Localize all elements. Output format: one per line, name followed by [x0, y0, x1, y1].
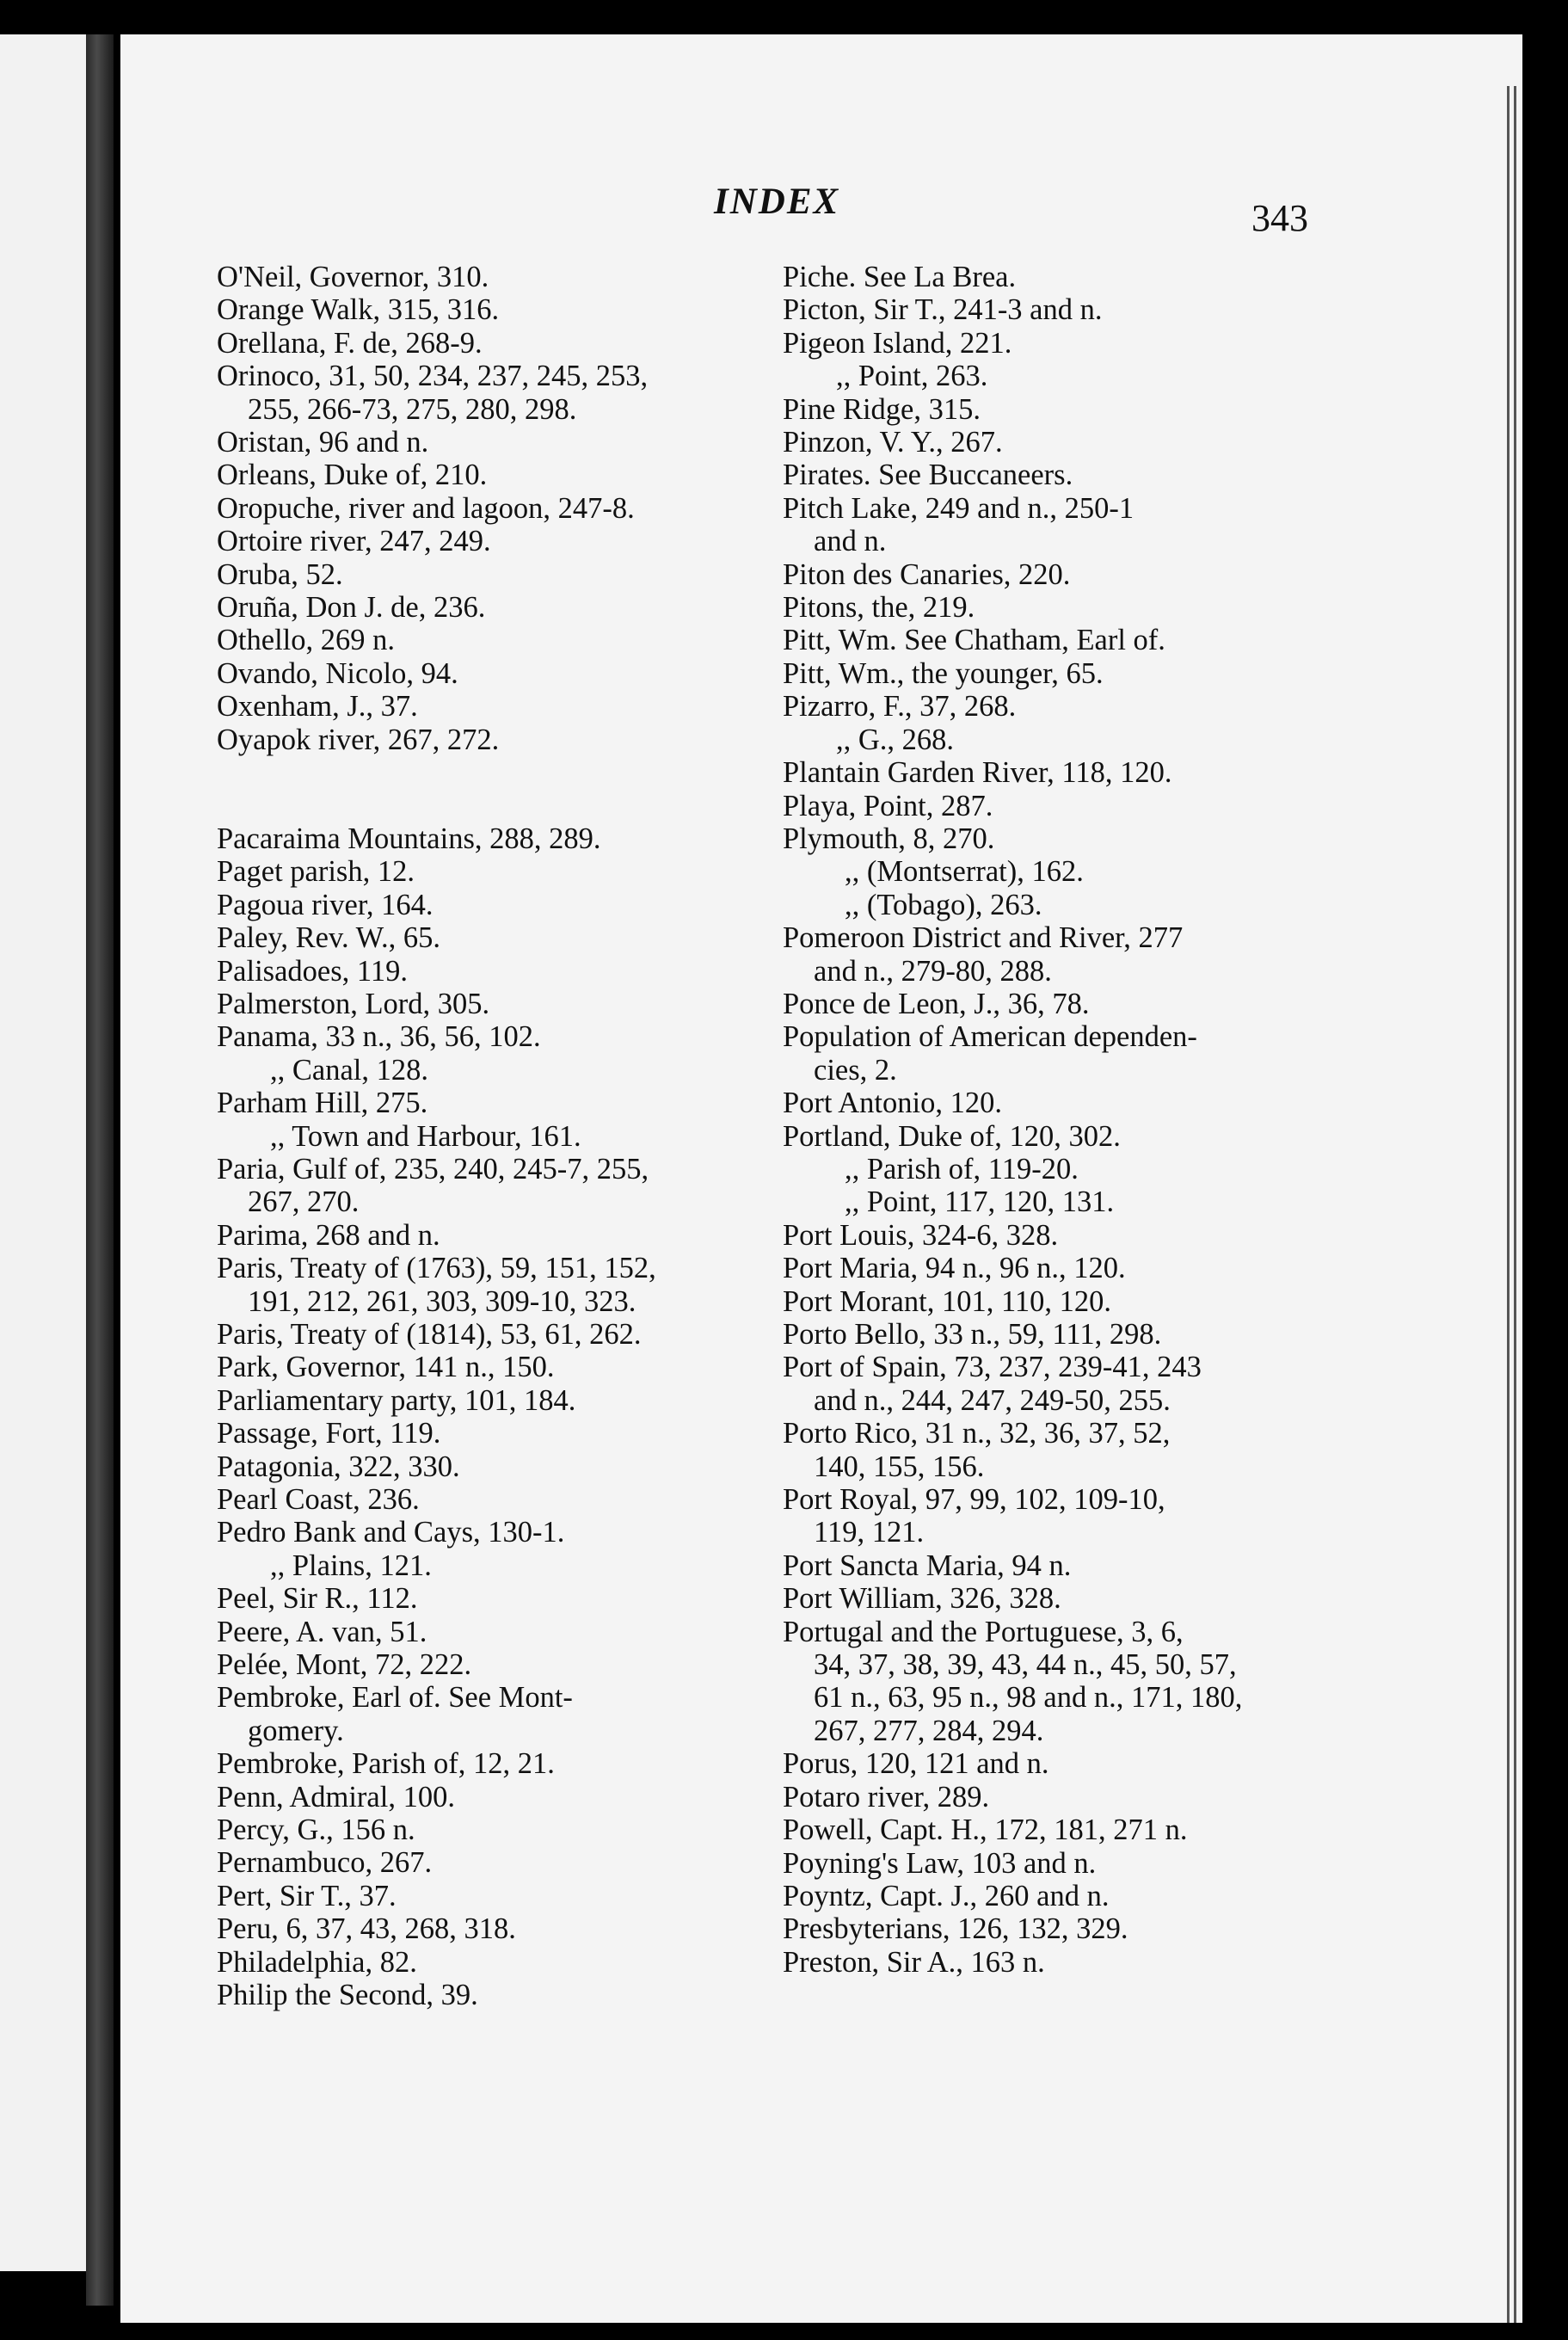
index-entry-text: Pert, Sir T., 37.: [217, 1879, 397, 1912]
index-entry: [783, 988, 1316, 1020]
index-entry: [783, 1946, 1316, 1979]
running-head: INDEX: [714, 182, 840, 222]
index-entry: [217, 1979, 750, 2011]
index-entry-text: Paget parish, 12.: [217, 855, 415, 889]
index-entry-text: ,, Parish of, 119-20.: [845, 1152, 1079, 1185]
index-entry-continuation: 191, 212, 261, 303, 309-10, 323.: [248, 1284, 636, 1318]
index-entry-text: Port Louis, 324-6, 328.: [783, 1218, 1059, 1252]
index-entry-continuation: cies, 2.: [814, 1053, 897, 1087]
index-entry: [217, 1912, 750, 1945]
index-entry-text: Parham Hill, 275.: [217, 1087, 428, 1120]
index-entry-text: Oruba, 52.: [217, 557, 343, 591]
index-entry: [217, 1681, 750, 1747]
index-entry-text: Orellana, F. de, 268-9.: [217, 326, 483, 360]
index-entry: [217, 1153, 750, 1219]
index-entry-continuation: and n.: [814, 525, 887, 558]
index-entry-text: Orange Walk, 315, 316.: [217, 293, 500, 327]
index-entry: [783, 327, 1316, 360]
index-entry: [783, 1483, 1316, 1549]
index-entry: [217, 558, 750, 591]
index-entry-text: Percy, G., 156 n.: [217, 1814, 415, 1847]
index-entry: [217, 1384, 750, 1417]
index-entry: [783, 1285, 1316, 1318]
index-entry: [217, 724, 750, 756]
index-column-left: [217, 261, 750, 2012]
index-entry-text: Population of American dependen-: [783, 1020, 1197, 1054]
index-entry: [217, 426, 750, 459]
index-entry-text: Plantain Garden River, 118, 120.: [783, 756, 1172, 790]
index-entry-text: Pine Ridge, 315.: [783, 392, 981, 426]
index-entry-text: Piton des Canaries, 220.: [783, 557, 1071, 591]
index-entry-text: Port Maria, 94 n., 96 n., 120.: [783, 1252, 1126, 1285]
index-entry-text: Peru, 6, 37, 43, 268, 318.: [217, 1912, 516, 1946]
index-entry-text: Othello, 269 n.: [217, 624, 395, 657]
page-header: [0, 172, 1568, 241]
page-edge-line: [1514, 86, 1516, 2323]
index-entry: [783, 724, 1316, 756]
index-entry: [217, 1946, 750, 1979]
index-entry: [783, 889, 1316, 921]
index-entry-text: ,, Canal, 128.: [270, 1053, 428, 1087]
index-entry-text: Potaro river, 289.: [783, 1780, 990, 1814]
index-entry: [783, 1318, 1316, 1351]
index-entry: [783, 1087, 1316, 1119]
index-entry-text: Pelée, Mont, 72, 222.: [217, 1648, 472, 1682]
index-entry-text: Palmerston, Lord, 305.: [217, 987, 490, 1020]
index-entry: [783, 1747, 1316, 1780]
index-entry: [217, 1483, 750, 1516]
index-entry-text: Port Morant, 101, 110, 120.: [783, 1284, 1112, 1318]
index-entry-continuation: 255, 266-73, 275, 280, 298.: [248, 392, 577, 426]
index-entry: [217, 1252, 750, 1318]
index-entry: [217, 1450, 750, 1483]
book-gutter: [86, 34, 114, 2306]
index-entry-text: Oristan, 96 and n.: [217, 426, 429, 459]
index-entry: [783, 624, 1316, 656]
index-entry: [783, 261, 1316, 293]
index-entry-text: Presbyterians, 126, 132, 329.: [783, 1912, 1128, 1946]
index-entry-text: Pirates. See Buccaneers.: [783, 459, 1073, 492]
index-entry-continuation: 267, 270.: [248, 1185, 360, 1219]
index-entry: [783, 822, 1316, 855]
index-entry-text: Plymouth, 8, 270.: [783, 822, 995, 855]
index-entry-text: Paria, Gulf of, 235, 240, 245-7, 255,: [217, 1152, 649, 1185]
index-entry-text: Pizarro, F., 37, 268.: [783, 690, 1017, 724]
index-entry: [783, 1880, 1316, 1912]
index-entry: [217, 889, 750, 921]
index-entry-text: Ovando, Nicolo, 94.: [217, 656, 458, 690]
index-entry-text: Playa, Point, 287.: [783, 789, 993, 822]
index-entry: [217, 293, 750, 326]
index-entry-text: Ponce de Leon, J., 36, 78.: [783, 987, 1090, 1020]
index-entry: [217, 261, 750, 293]
page-number: 343: [1251, 197, 1308, 239]
index-entry-continuation: 34, 37, 38, 39, 43, 44 n., 45, 50, 57,: [814, 1648, 1237, 1682]
index-entry: [783, 1417, 1316, 1483]
index-entry: [217, 1020, 750, 1053]
index-entry: [783, 790, 1316, 822]
index-entry-text: Porus, 120, 121 and n.: [783, 1747, 1049, 1781]
index-entry-continuation: 267, 277, 284, 294.: [814, 1714, 1044, 1747]
index-entry-text: Penn, Admiral, 100.: [217, 1780, 455, 1814]
index-entry: [783, 1219, 1316, 1252]
index-entry: [217, 690, 750, 723]
index-entry-continuation: and n., 244, 247, 249-50, 255.: [814, 1383, 1171, 1417]
index-entry-text: Oruña, Don J. de, 236.: [217, 591, 486, 625]
index-entry: [783, 756, 1316, 789]
index-entry: [783, 360, 1316, 392]
index-entry: [783, 690, 1316, 723]
index-entry: [217, 1616, 750, 1648]
index-entry-text: Pembroke, Earl of. See Mont-: [217, 1681, 573, 1715]
index-entry-text: ,, (Tobago), 263.: [845, 888, 1042, 921]
index-entry: [783, 657, 1316, 690]
index-entry-text: Picton, Sir T., 241-3 and n.: [783, 293, 1103, 327]
index-entry: [783, 1185, 1316, 1218]
index-entry-text: Port Sancta Maria, 94 n.: [783, 1549, 1072, 1582]
index-entry-text: Oyapok river, 267, 272.: [217, 723, 500, 756]
index-entry: [783, 1814, 1316, 1846]
index-entry: [783, 855, 1316, 888]
index-entry-continuation: 140, 155, 156.: [814, 1450, 985, 1483]
index-entry: [217, 657, 750, 690]
index-entry-continuation: 119, 121.: [814, 1516, 925, 1549]
index-entry-text: Port Antonio, 120.: [783, 1087, 1002, 1120]
index-entry-text: Pitt, Wm., the younger, 65.: [783, 656, 1104, 690]
index-column-right: [783, 261, 1316, 1979]
index-entry: [217, 1054, 750, 1087]
index-entry-text: Preston, Sir A., 163 n.: [783, 1945, 1045, 1979]
index-entry-text: Passage, Fort, 119.: [217, 1417, 441, 1450]
index-entry: [783, 1616, 1316, 1748]
index-entry: [217, 1814, 750, 1846]
index-entry-text: Port William, 326, 328.: [783, 1582, 1061, 1616]
index-entry: [783, 921, 1316, 988]
index-entry-text: Orleans, Duke of, 210.: [217, 459, 488, 492]
index-entry: [217, 327, 750, 360]
index-entry-text: Poyntz, Capt. J., 260 and n.: [783, 1879, 1110, 1912]
index-entry: [217, 1087, 750, 1119]
index-entry: [217, 1846, 750, 1879]
index-entry-text: Oxenham, J., 37.: [217, 690, 418, 724]
index-entry: [783, 393, 1316, 426]
index-entry: [783, 492, 1316, 558]
page-edge-line: [1507, 86, 1510, 2323]
index-entry: [217, 492, 750, 525]
index-entry-text: Pagoua river, 164.: [217, 888, 434, 921]
index-entry: [217, 1648, 750, 1681]
facing-page-edge: [0, 34, 99, 2271]
index-entry: [217, 822, 750, 855]
index-entry-text: Ortoire river, 247, 249.: [217, 525, 491, 558]
index-entry-text: Portland, Duke of, 120, 302.: [783, 1119, 1121, 1153]
index-entry-text: Philadelphia, 82.: [217, 1945, 417, 1979]
index-entry-text: ,, (Montserrat), 162.: [845, 855, 1084, 889]
index-entry-text: O'Neil, Governor, 310.: [217, 261, 489, 293]
index-entry-text: Port of Spain, 73, 237, 239-41, 243: [783, 1351, 1202, 1384]
index-entry: [217, 1880, 750, 1912]
index-entry: [217, 1351, 750, 1383]
index-entry: [217, 360, 750, 426]
index-entry-text: Philip the Second, 39.: [217, 1979, 478, 2012]
index-entry-continuation: gomery.: [248, 1714, 344, 1747]
index-entry: [783, 1549, 1316, 1582]
index-entry-text: Pomeroon District and River, 277: [783, 921, 1184, 955]
index-entry: [783, 1153, 1316, 1185]
index-entry-text: Pedro Bank and Cays, 130-1.: [217, 1516, 565, 1549]
index-entry-text: Portugal and the Portuguese, 3, 6,: [783, 1615, 1184, 1648]
index-entry: [217, 1318, 750, 1351]
index-entry-text: ,, Town and Harbour, 161.: [270, 1119, 581, 1153]
index-entry: [783, 1020, 1316, 1087]
index-entry-text: Pernambuco, 267.: [217, 1846, 433, 1880]
index-entry-text: Pigeon Island, 221.: [783, 326, 1012, 360]
index-entry-text: Parliamentary party, 101, 184.: [217, 1383, 576, 1417]
index-entry: [783, 1252, 1316, 1284]
index-entry: [217, 1781, 750, 1814]
index-entry-text: Paris, Treaty of (1763), 59, 151, 152,: [217, 1252, 656, 1285]
index-entry-text: Porto Bello, 33 n., 59, 111, 298.: [783, 1318, 1162, 1351]
index-entry-text: ,, Point, 263.: [836, 360, 988, 393]
index-entry: [217, 855, 750, 888]
index-entry-text: Oropuche, river and lagoon, 247-8.: [217, 491, 635, 525]
index-entry: [783, 1351, 1316, 1417]
index-entry: [217, 1417, 750, 1450]
index-entry: [783, 558, 1316, 591]
index-entry-text: ,, Point, 117, 120, 131.: [845, 1185, 1115, 1219]
index-entry: [783, 293, 1316, 326]
index-entry-text: Peere, A. van, 51.: [217, 1615, 427, 1648]
index-entry: [217, 988, 750, 1020]
section-gap: [217, 756, 750, 822]
index-entry-text: Port Royal, 97, 99, 102, 109-10,: [783, 1483, 1165, 1517]
index-entry-text: Piche. See La Brea.: [783, 261, 1017, 293]
index-entry: [783, 591, 1316, 624]
index-entry: [217, 1582, 750, 1615]
index-entry-text: Orinoco, 31, 50, 234, 237, 245, 253,: [217, 360, 649, 393]
index-entry-text: Palisadoes, 119.: [217, 954, 408, 988]
index-entry-text: ,, G., 268.: [836, 723, 955, 756]
index-entry: [217, 1120, 750, 1153]
index-entry-text: Peel, Sir R., 112.: [217, 1582, 418, 1616]
index-entry-text: Poyning's Law, 103 and n.: [783, 1846, 1097, 1880]
index-entry: [783, 459, 1316, 491]
index-entry: [217, 921, 750, 954]
index-entry-text: Parima, 268 and n.: [217, 1218, 440, 1252]
index-entry: [783, 1912, 1316, 1945]
index-entry-text: Paley, Rev. W., 65.: [217, 921, 441, 955]
index-entry-continuation: and n., 279-80, 288.: [814, 954, 1052, 988]
index-entry: [217, 1747, 750, 1780]
index-entry: [783, 1120, 1316, 1153]
index-entry: [783, 1847, 1316, 1880]
index-entry: [217, 1219, 750, 1252]
index-entry-text: Pitch Lake, 249 and n., 250-1: [783, 491, 1134, 525]
index-entry-text: Pembroke, Parish of, 12, 21.: [217, 1747, 555, 1781]
index-entry-text: ,, Plains, 121.: [270, 1549, 432, 1582]
index-entry-text: Park, Governor, 141 n., 150.: [217, 1351, 555, 1384]
index-entry: [783, 1781, 1316, 1814]
index-entry: [217, 955, 750, 988]
index-entry-text: Panama, 33 n., 36, 56, 102.: [217, 1020, 541, 1054]
index-entry-text: Patagonia, 322, 330.: [217, 1450, 460, 1483]
index-entry-text: Pearl Coast, 236.: [217, 1483, 420, 1517]
index-entry: [217, 624, 750, 656]
index-entry-text: Pitons, the, 219.: [783, 591, 975, 625]
index-entry: [217, 459, 750, 491]
index-entry-text: Powell, Capt. H., 172, 181, 271 n.: [783, 1814, 1188, 1847]
index-entry-text: Pinzon, V. Y., 267.: [783, 426, 1003, 459]
index-entry-text: Porto Rico, 31 n., 32, 36, 37, 52,: [783, 1417, 1171, 1450]
index-entry-text: Pacaraima Mountains, 288, 289.: [217, 822, 601, 855]
index-entry-text: Pitt, Wm. See Chatham, Earl of.: [783, 624, 1165, 657]
index-entry: [217, 1516, 750, 1549]
index-entry-text: Paris, Treaty of (1814), 53, 61, 262.: [217, 1317, 642, 1351]
index-entry: [783, 426, 1316, 459]
index-entry-continuation: 61 n., 63, 95 n., 98 and n., 171, 180,: [814, 1681, 1243, 1715]
index-entry: [783, 1582, 1316, 1615]
index-entry: [217, 525, 750, 557]
index-entry: [217, 1549, 750, 1582]
index-entry: [217, 591, 750, 624]
